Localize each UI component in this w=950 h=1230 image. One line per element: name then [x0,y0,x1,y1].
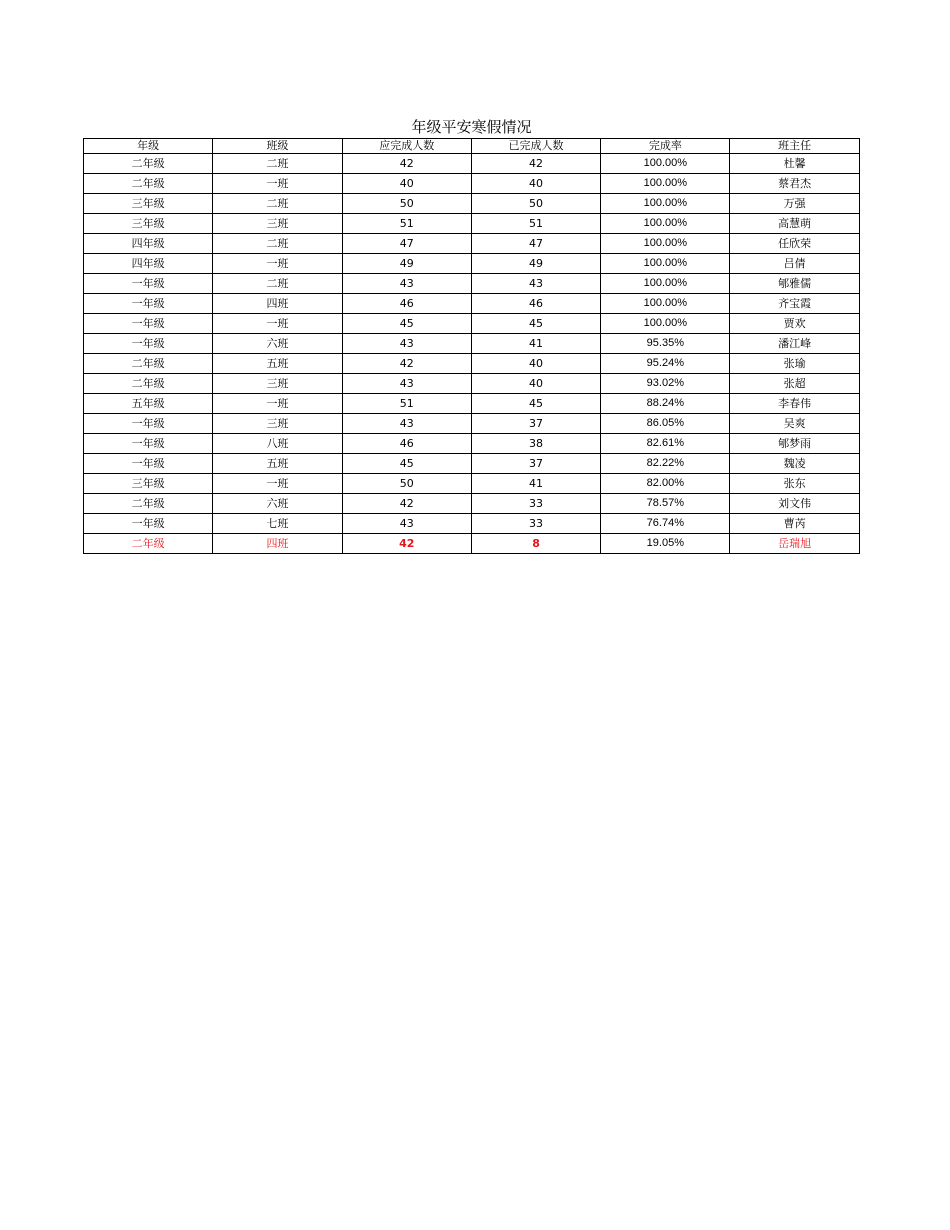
cell-rate: 100.00% [601,174,730,194]
cell-rate: 78.57% [601,494,730,514]
cell-grade: 一年级 [84,294,213,314]
cell-done: 40 [471,354,600,374]
table-row [84,274,860,294]
table-row [84,234,860,254]
cell-class: 七班 [213,514,342,534]
table-row [84,334,860,354]
cell-rate: 100.00% [601,154,730,174]
cell-class: 一班 [213,314,342,334]
cell-expected: 40 [342,174,471,194]
cell-expected: 47 [342,234,471,254]
cell-done: 51 [471,214,600,234]
cell-grade: 二年级 [84,174,213,194]
table-row [84,194,860,214]
cell-done: 37 [471,454,600,474]
cell-rate: 100.00% [601,294,730,314]
cell-rate: 82.00% [601,474,730,494]
cell-grade: 一年级 [84,314,213,334]
cell-class: 一班 [213,474,342,494]
cell-teacher: 郇梦雨 [730,434,859,454]
cell-rate: 100.00% [601,274,730,294]
cell-done: 41 [471,474,600,494]
cell-done: 33 [471,494,600,514]
cell-done: 46 [471,294,600,314]
cell-grade: 二年级 [84,154,213,174]
cell-expected: 45 [342,454,471,474]
cell-rate: 100.00% [601,194,730,214]
completion-table [83,138,860,554]
cell-class: 四班 [213,294,342,314]
cell-class: 四班 [213,534,342,554]
cell-teacher: 曹芮 [730,514,859,534]
table-row [84,434,860,454]
cell-grade: 一年级 [84,334,213,354]
cell-teacher: 杜馨 [730,154,859,174]
cell-done: 40 [471,174,600,194]
sheet-title: 年级平安寒假情况 [411,118,532,136]
cell-teacher: 郇雅儒 [730,274,859,294]
cell-teacher: 张超 [730,374,859,394]
header-row [84,139,860,154]
cell-grade: 一年级 [84,514,213,534]
cell-class: 六班 [213,494,342,514]
cell-grade: 二年级 [84,374,213,394]
table-row [84,534,860,554]
cell-done: 38 [471,434,600,454]
cell-teacher: 齐宝霞 [730,294,859,314]
cell-expected: 42 [342,154,471,174]
cell-expected: 42 [342,534,471,554]
cell-expected: 46 [342,434,471,454]
cell-grade: 一年级 [84,274,213,294]
cell-done: 45 [471,394,600,414]
cell-class: 二班 [213,234,342,254]
cell-expected: 43 [342,274,471,294]
cell-teacher: 张东 [730,474,859,494]
cell-teacher: 吴爽 [730,414,859,434]
cell-expected: 51 [342,394,471,414]
cell-grade: 一年级 [84,414,213,434]
cell-expected: 43 [342,374,471,394]
table-row [84,374,860,394]
cell-teacher: 蔡君杰 [730,174,859,194]
cell-expected: 46 [342,294,471,314]
cell-done: 33 [471,514,600,534]
cell-grade: 一年级 [84,454,213,474]
header-class: 班级 [213,139,342,154]
cell-teacher: 岳瑞旭 [730,534,859,554]
table-row [84,154,860,174]
cell-done: 47 [471,234,600,254]
cell-teacher: 高慧萌 [730,214,859,234]
cell-rate: 100.00% [601,254,730,274]
cell-rate: 19.05% [601,534,730,554]
cell-grade: 三年级 [84,474,213,494]
cell-teacher: 李春伟 [730,394,859,414]
cell-done: 45 [471,314,600,334]
table-row [84,414,860,434]
cell-teacher: 张瑜 [730,354,859,374]
header-teacher: 班主任 [730,139,859,154]
cell-rate: 95.35% [601,334,730,354]
cell-expected: 49 [342,254,471,274]
cell-class: 二班 [213,194,342,214]
cell-rate: 100.00% [601,234,730,254]
cell-teacher: 吕倩 [730,254,859,274]
table-row [84,474,860,494]
cell-grade: 三年级 [84,214,213,234]
cell-rate: 100.00% [601,214,730,234]
cell-done: 42 [471,154,600,174]
cell-teacher: 魏凌 [730,454,859,474]
table-row [84,514,860,534]
cell-grade: 三年级 [84,194,213,214]
cell-expected: 42 [342,354,471,374]
cell-expected: 45 [342,314,471,334]
cell-done: 40 [471,374,600,394]
cell-class: 一班 [213,174,342,194]
cell-expected: 43 [342,334,471,354]
cell-grade: 四年级 [84,234,213,254]
cell-rate: 95.24% [601,354,730,374]
cell-rate: 82.61% [601,434,730,454]
cell-grade: 一年级 [84,434,213,454]
table-row [84,294,860,314]
cell-class: 三班 [213,214,342,234]
cell-done: 37 [471,414,600,434]
table-row [84,314,860,334]
cell-expected: 43 [342,414,471,434]
cell-done: 50 [471,194,600,214]
header-expected: 应完成人数 [342,139,471,154]
cell-teacher: 贾欢 [730,314,859,334]
cell-grade: 四年级 [84,254,213,274]
cell-class: 三班 [213,374,342,394]
cell-expected: 42 [342,494,471,514]
cell-class: 二班 [213,154,342,174]
cell-class: 一班 [213,394,342,414]
cell-rate: 100.00% [601,314,730,334]
cell-teacher: 潘江峰 [730,334,859,354]
header-rate: 完成率 [601,139,730,154]
cell-rate: 93.02% [601,374,730,394]
cell-expected: 50 [342,474,471,494]
cell-teacher: 任欣荣 [730,234,859,254]
cell-rate: 88.24% [601,394,730,414]
cell-grade: 五年级 [84,394,213,414]
cell-done: 41 [471,334,600,354]
table-row [84,394,860,414]
cell-grade: 二年级 [84,534,213,554]
cell-grade: 二年级 [84,494,213,514]
cell-done: 8 [471,534,600,554]
cell-expected: 51 [342,214,471,234]
header-done: 已完成人数 [471,139,600,154]
table-row [84,454,860,474]
table-row [84,354,860,374]
cell-done: 43 [471,274,600,294]
table-header [84,139,860,154]
cell-expected: 43 [342,514,471,534]
cell-rate: 82.22% [601,454,730,474]
cell-expected: 50 [342,194,471,214]
cell-teacher: 刘文伟 [730,494,859,514]
cell-class: 三班 [213,414,342,434]
cell-rate: 76.74% [601,514,730,534]
table-row [84,174,860,194]
cell-class: 五班 [213,454,342,474]
cell-rate: 86.05% [601,414,730,434]
cell-teacher: 万强 [730,194,859,214]
cell-class: 五班 [213,354,342,374]
cell-class: 一班 [213,254,342,274]
header-grade: 年级 [84,139,213,154]
cell-class: 八班 [213,434,342,454]
cell-class: 六班 [213,334,342,354]
table-row [84,494,860,514]
table-row [84,254,860,274]
cell-class: 二班 [213,274,342,294]
table-body [84,154,860,554]
cell-grade: 二年级 [84,354,213,374]
cell-done: 49 [471,254,600,274]
table-row [84,214,860,234]
